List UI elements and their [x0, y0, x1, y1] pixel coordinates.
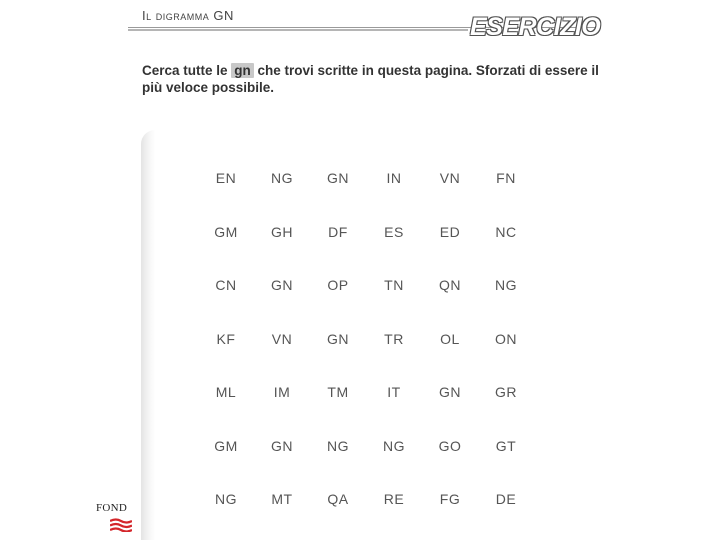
header-divider-shade: [128, 29, 468, 31]
letter-pair: DF: [328, 223, 348, 240]
letter-pair: GN: [271, 437, 293, 454]
letter-pair: OP: [327, 277, 349, 293]
letter-pair: GO: [438, 437, 462, 454]
letter-pair: EN: [215, 170, 237, 186]
letter-pair: NC: [495, 223, 517, 240]
letter-pair: GM: [214, 437, 238, 454]
letter-pair: NG: [271, 170, 293, 186]
letter-pair: IN: [386, 170, 402, 186]
letter-pair: NG: [383, 437, 405, 454]
letter-pair: GM: [214, 223, 238, 240]
letter-pair: ON: [495, 330, 517, 347]
instructions-before: Cerca tutte le: [142, 63, 232, 78]
instructions-text: [142, 62, 612, 96]
letter-pair: IT: [387, 384, 401, 400]
letter-pair: GR: [495, 384, 517, 400]
letter-pair: GN: [327, 170, 349, 186]
letter-pair: TM: [327, 384, 349, 400]
panel-edge: [141, 130, 155, 540]
letter-pair: QN: [439, 277, 461, 293]
letter-pair: TR: [384, 330, 404, 347]
letter-pair: QA: [327, 491, 349, 507]
letter-pair: ML: [215, 384, 237, 400]
flag-stripe-3: [110, 529, 132, 532]
letter-pair: FN: [496, 170, 516, 186]
section-title: Il digramma GN: [142, 8, 234, 23]
letter-pair: MT: [271, 491, 293, 507]
instructions-after: che trovi scritte in questa pagina. Sforzati di essere il più veloce possibile.: [142, 63, 599, 95]
letter-pair: OL: [440, 330, 460, 347]
instructions-highlight: gn: [231, 63, 254, 78]
letter-pair: NG: [327, 437, 349, 454]
letter-pair: GN: [439, 384, 461, 400]
flag-stripe-2: [110, 524, 132, 527]
letter-pair: TN: [384, 277, 404, 293]
letter-pair: GN: [327, 330, 349, 347]
letter-pair: GT: [495, 437, 517, 454]
flag-stripe-1: [110, 520, 132, 523]
letter-pair: NG: [215, 491, 237, 507]
letter-pair: CN: [215, 277, 237, 293]
flag-icon: [110, 518, 132, 532]
letter-pair: RE: [383, 491, 405, 507]
letter-pair: NG: [495, 277, 517, 293]
letter-pair: GN: [271, 277, 293, 293]
letter-pair: VN: [439, 170, 461, 186]
letter-pair: VN: [271, 330, 293, 347]
letter-pair: FG: [439, 491, 461, 507]
exercise-badge: ESERCIZIO: [470, 13, 601, 41]
letter-pair: ES: [384, 223, 404, 240]
publisher-logo: [96, 502, 136, 540]
letter-pair: IM: [273, 384, 291, 400]
letter-pair: ED: [439, 223, 461, 240]
letter-pair: KF: [216, 330, 236, 347]
letter-pair: DE: [495, 491, 517, 507]
letter-pair: GH: [271, 223, 293, 240]
logo-text: FOND: [96, 502, 128, 514]
